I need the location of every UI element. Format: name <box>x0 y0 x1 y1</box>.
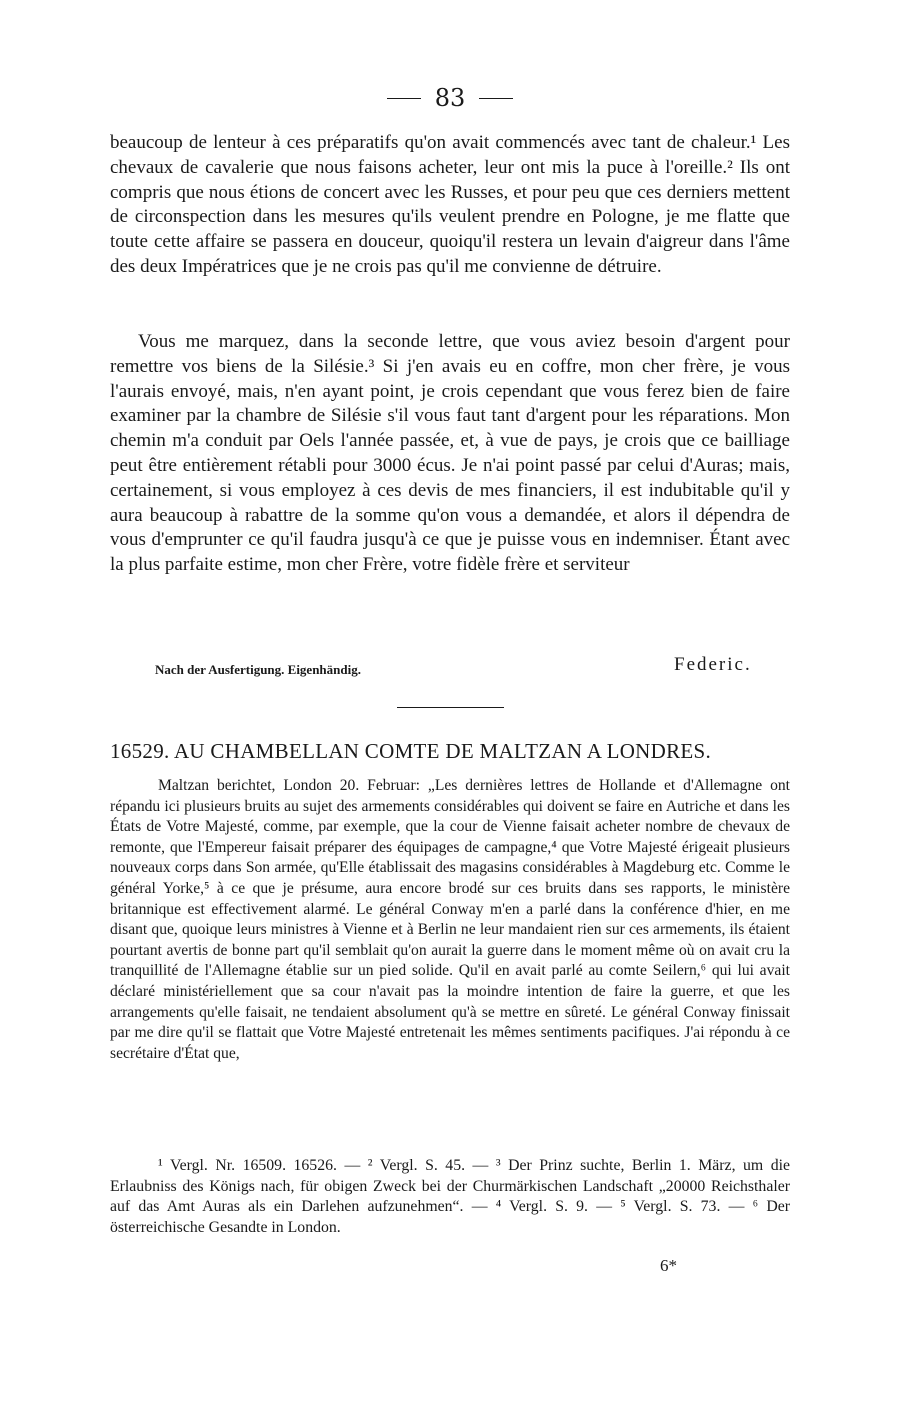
letter-heading: 16529. AU CHAMBELLAN COMTE DE MALTZAN A LONDRES. <box>110 739 712 763</box>
report-paragraph: Maltzan berichtet, London 20. Februar: „Les dernières lettres de Hollande et d'Allemagne ont répandu ici plusieurs bruits au sujet des armements considérables qui doivent se faire en Autriche et dans les États de Votre Majesté, comme, par exemple, que la cour de Vienne faisait acheter nombre de chevaux de remonte, que l'Empereur faisait préparer des équipages de campagne,⁴ que Votre Majesté érigeait plusieurs nouveaux corps dans Son armée, qu'Elle établissait des magasins considérables à Magdeburg etc. Comme le général Yorke,⁵ à ce que je présume, aura encore brodé sur ces bruits dans ses rapports, le ministère britannique est effectivement alarmé. Le général Conway m'en a parlé dans la conférence d'hier, en me disant que, quoique leurs ministres à Vienne et à Berlin ne leur mandaient rien sur ces armements, ils étaient pourtant avertis de bonne part qu'il semblait qu'on aurait la guerre dans le moment même où on avait cru la tranquillité de l'Allemagne établie sur un pied solide. Qu'il en avait parlé au comte Seilern,⁶ qui lui avait déclaré ministériellement que sa cour n'avait pas la moindre intention de faire la guerre, et que les arrangements qu'elle faisait, ne tendaient absolument qu'à se mettre en sûreté. Le général Conway finissait par me dire qu'il se flattait que Votre Majesté entretenait les mêmes sentiments pacifiques. J'ai répondu à ce secrétaire d'État que, <box>110 777 790 1062</box>
page-number: 83 <box>434 84 466 112</box>
letter-paragraph-1: beaucoup de lenteur à ces préparatifs qu'on avait commencés avec tant de chaleur.¹ Les chevaux de cavalerie que nous faisons acheter, leur ont mis la puce à l'oreille.² Ils ont compris que nous étions de concert avec les Russes, et pour peu que ces derniers mettent de circonspection dans les mesures qu'ils veulent prendre en Pologne, je me flatte que toute cette affaire se passera en douceur, quoiqu'il restera un levain d'aigreur dans l'âme des deux Impératrices que je ne crois pas qu'il me convienne de détruire. <box>110 132 790 277</box>
footnotes: ¹ Vergl. Nr. 16509. 16526. — ² Vergl. S. 45. — ³ Der Prinz suchte, Berlin 1. März, um die Erlaubniss des Königs nach, für obigen Zweck bei der Churmärkischen Landschaft „20000 Reichsthaler auf das Amt Auras als ein Darlehen aufzunehmen“. — ⁴ Vergl. S. 9. — ⁵ Vergl. S. 73. — ⁶ Der österreichische Gesandte in London. <box>110 1157 790 1236</box>
header-rule-right <box>479 98 513 99</box>
page-header <box>380 84 520 112</box>
header-rule-left <box>387 98 421 99</box>
signature-mark: 6* <box>660 1256 677 1275</box>
source-note: Nach der Ausfertigung. Eigenhändig. <box>155 662 361 677</box>
section-divider <box>397 707 504 708</box>
signature: Federic. <box>674 654 752 675</box>
letter-paragraph-2: Vous me marquez, dans la seconde lettre, que vous aviez besoin d'argent pour remettre vos biens de la Silésie.³ Si j'en avais eu en coffre, mon cher frère, je vous l'aurais envoyé, mais, n'en ayant point, je crois cependant que vous ferez bien de faire examiner par la chambre de Silésie s'il vous faut tant d'argent pour les réparations. Mon chemin m'a conduit par Oels l'année passée, et, à vue de pays, je crois que ce bailliage peut être entièrement rétabli pour 3000 écus. Je n'ai point passé par celui d'Auras; mais, certainement, si vous employez à ces devis de mes financiers, il est indubitable qu'il y aura beaucoup à rabattre de la somme qu'on vous a demandée, et alors il dépendra de vous d'emprunter ce qu'il faudra jusqu'à ce que je puisse vous en indemniser. Étant avec la plus parfaite estime, mon cher Frère, votre fidèle frère et serviteur <box>110 331 790 576</box>
